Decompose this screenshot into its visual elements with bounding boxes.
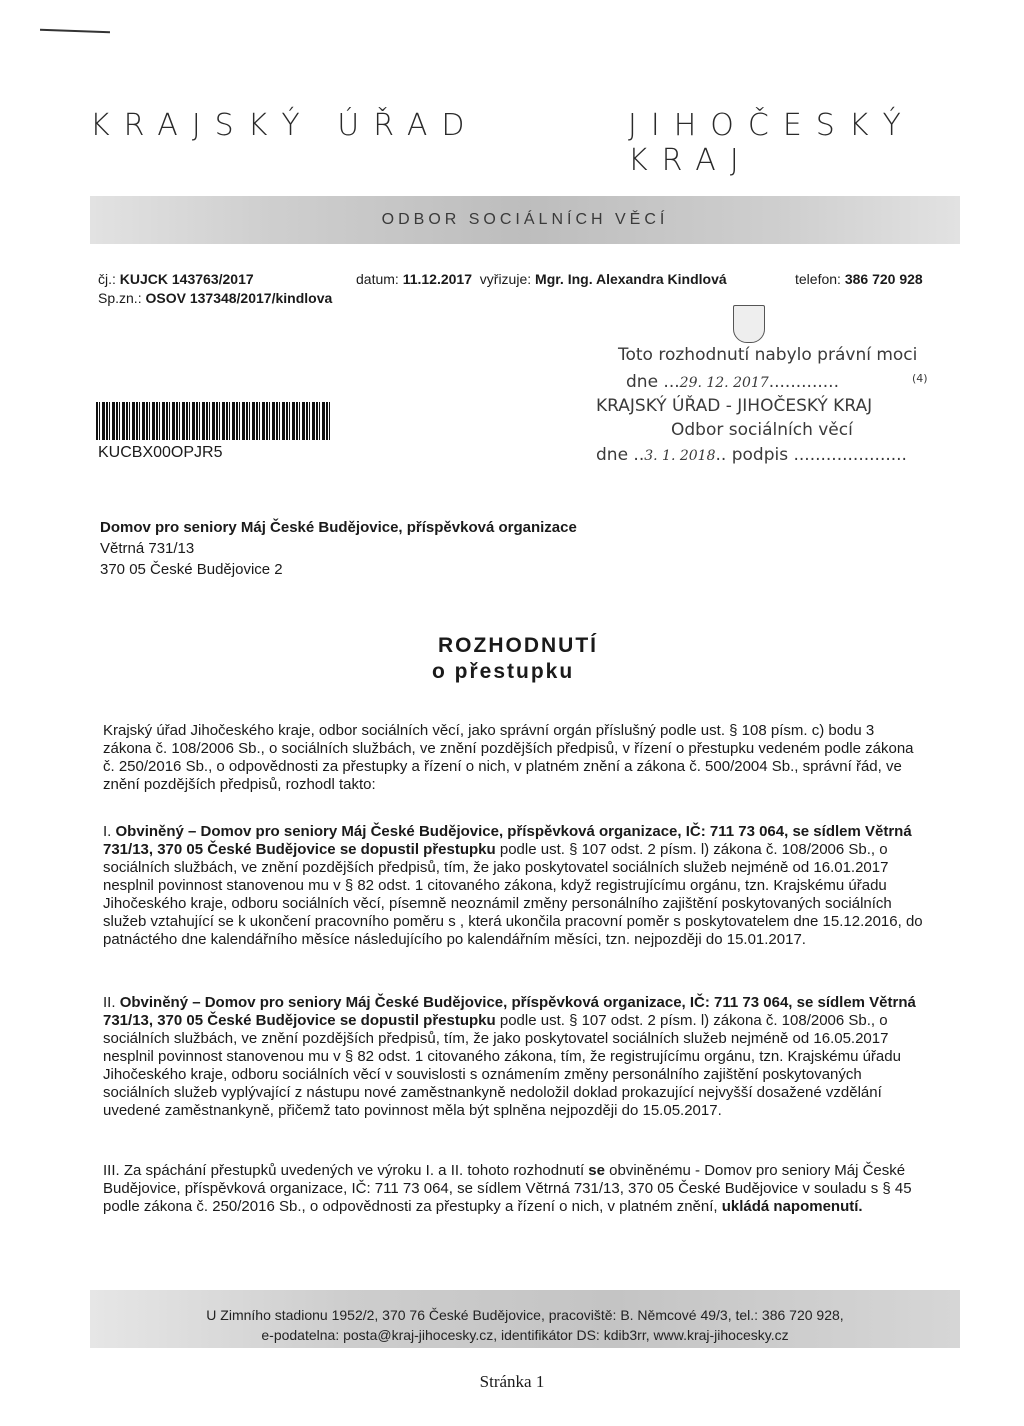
section-3-number: III. <box>103 1162 120 1179</box>
department-banner <box>90 196 960 244</box>
section-3-bold-2: ukládá napomenutí. <box>721 1198 863 1215</box>
verdict-section-3 <box>103 1162 923 1216</box>
datum-value: 11.12.2017 <box>402 271 472 287</box>
stamp-number: (4) <box>912 372 928 385</box>
section-2-number: II. <box>103 994 116 1011</box>
cj-value: KUJCK 143763/2017 <box>119 271 254 287</box>
section-3-text-2: obviněnému - Domov pro seniory Máj České Budějovice, příspěvková organizace, IČ: 711 73 064, se sídlem Větrná 731/13, 370 05 České Budějovice v souladu s § 45 podle zákona č. 250/2016 Sb., o odpovědnosti za přestupky a řízení o nich, v platném znění, <box>103 1162 912 1215</box>
footer-electronic: e-podatelna: posta@kraj-jihocesky.cz, identifikátor DS: kdib3rr, www.kraj-jihocesky.cz <box>261 1327 789 1343</box>
verdict-section-2 <box>103 994 923 1120</box>
phone-block <box>795 270 923 289</box>
section-1-bold: Obviněný – Domov pro seniory Máj České Budějovice, příspěvková organizace, IČ: 711 73 064, se sídlem Větrná 731/13, 370 05 České Budějovice se dopustil přestupku <box>103 823 912 858</box>
letterhead-office: KRAJSKÝ ÚŘAD <box>90 108 479 143</box>
stamp-date-1: 29. 12. 2017 <box>679 375 769 391</box>
cj-label: čj.: <box>98 271 116 287</box>
intro-paragraph <box>103 722 923 794</box>
stamp-line-3: KRAJSKÝ ÚŘAD - JIHOČESKÝ KRAJ <box>596 396 873 416</box>
verdict-section-1 <box>103 823 923 949</box>
addressee-name: Domov pro seniory Máj České Budějovice, příspěvková organizace <box>100 519 577 536</box>
datum-label: datum: <box>356 271 399 287</box>
section-3-bold-1: se <box>588 1162 605 1179</box>
reference-block <box>98 270 332 308</box>
footer-contact <box>90 1305 960 1345</box>
telefon-label: telefon: <box>795 271 841 287</box>
barcode <box>96 402 332 440</box>
vyrizuje-label: vyřizuje: <box>479 271 532 287</box>
addressee-street: Větrná 731/13 <box>100 540 195 557</box>
scan-mark <box>40 29 110 33</box>
footer-address: U Zimního stadionu 1952/2, 370 76 České Budějovice, pracoviště: B. Němcové 49/3, tel.: 386 720 928, <box>206 1307 844 1323</box>
telefon-value: 386 720 928 <box>844 271 923 287</box>
stamp-line-1: Toto rozhodnutí nabylo právní moci <box>618 345 918 365</box>
barcode-text: KUCBX00OPJR5 <box>98 444 223 461</box>
intro-text: Krajský úřad Jihočeského kraje, odbor sociálních věcí, jako správní orgán příslušný podle ust. § 108 písm. c) bodu 3 zákona č. 108/2006 Sb., o sociálních službách, ve znění pozdějších předpisů, v řízení o přestupku vedeném podle zákona č. 250/2016 Sb., o odpovědnosti za přestupky a řízení o nich, v platném znění a zákona č. 500/2004 Sb., správní řád, ve znění pozdějších předpisů, rozhodl takto: <box>103 722 914 793</box>
stamp-line-2: dne ...29. 12. 2017............. <box>626 372 839 392</box>
section-2-bold: Obviněný – Domov pro seniory Máj České Budějovice, příspěvková organizace, IČ: 711 73 064, se sídlem Větrná 731/13, 370 05 České Budějovice se dopustil přestupku <box>103 994 916 1029</box>
addressee-city: 370 05 České Budějovice 2 <box>100 561 283 578</box>
date-block <box>356 270 727 289</box>
letterhead-region: JIHOČESKÝ KRAJ <box>628 108 915 178</box>
department-name: ODBOR SOCIÁLNÍCH VĚCÍ <box>381 211 669 228</box>
spzn-value: OSOV 137348/2017/kindlova <box>145 290 333 306</box>
vyrizuje-value: Mgr. Ing. Alexandra Kindlová <box>535 271 727 287</box>
coat-of-arms-icon <box>733 305 765 343</box>
section-2-text: podle ust. § 107 odst. 2 písm. l) zákona č. 108/2006 Sb., o sociálních službách, ve znění pozdějších předpisů, tím, že jako poskytovatel sociálních služeb nejméně od 16.05.2017 nesplnil povinnost stanovenou mu v § 82 odst. 1 citovaného zákona, tím, že registrujícímu orgánu, tzn. Krajskému úřadu Jihočeského kraje, odboru sociálních věcí v souvislosti s oznámením změny personálního zajištění poskytovaných sociálních služeb vyplývající z nástupu nové zaměstnankyně nedoložil doklad prokazující nejvyšší dosažené vzdělání uvedené zaměstnankyně, přičemž tato povinnost měla být splněna nejpozději do 15.05.2017. <box>103 1012 901 1119</box>
title-line-1: ROZHODNUTÍ <box>438 634 598 657</box>
section-1-number: I. <box>103 823 112 840</box>
section-3-text-1: Za spáchání přestupků uvedených ve výroku I. a II. tohoto rozhodnutí <box>123 1162 585 1179</box>
addressee-block <box>100 517 577 580</box>
spzn-label: Sp.zn.: <box>98 290 142 306</box>
stamp-line-4: Odbor sociálních věcí <box>671 420 853 440</box>
page-number: Stránka 1 <box>479 1372 545 1391</box>
title-line-2: o přestupku <box>432 660 575 683</box>
section-1-text: podle ust. § 107 odst. 2 písm. l) zákona č. 108/2006 Sb., o sociálních službách, ve znění pozdějších předpisů, tím, že jako poskytovatel sociálních služeb nejméně od 16.01.2017 nesplnil povinnost stanovenou mu v § 82 odst. 1 citovaného zákona, když registrujícímu orgánu, tzn. Krajskému úřadu Jihočeského kraje, odboru sociálních věcí, písemně neoznámil změny personálního zajištění poskytovaných sociálních služeb vztahující se k ukončení pracovního poměru s , která ukončila pracovní poměr s poskytovatelem dne 15.12.2016, do patnáctého dne kalendářního měsíce následujícího po kalendářním měsíci, tzn. nejpozději do 15.01.2017. <box>103 841 923 948</box>
stamp-line-5: dne ..3. 1. 2018.. podpis ..................... <box>596 445 907 465</box>
stamp-date-2: 3. 1. 2018 <box>644 448 716 464</box>
